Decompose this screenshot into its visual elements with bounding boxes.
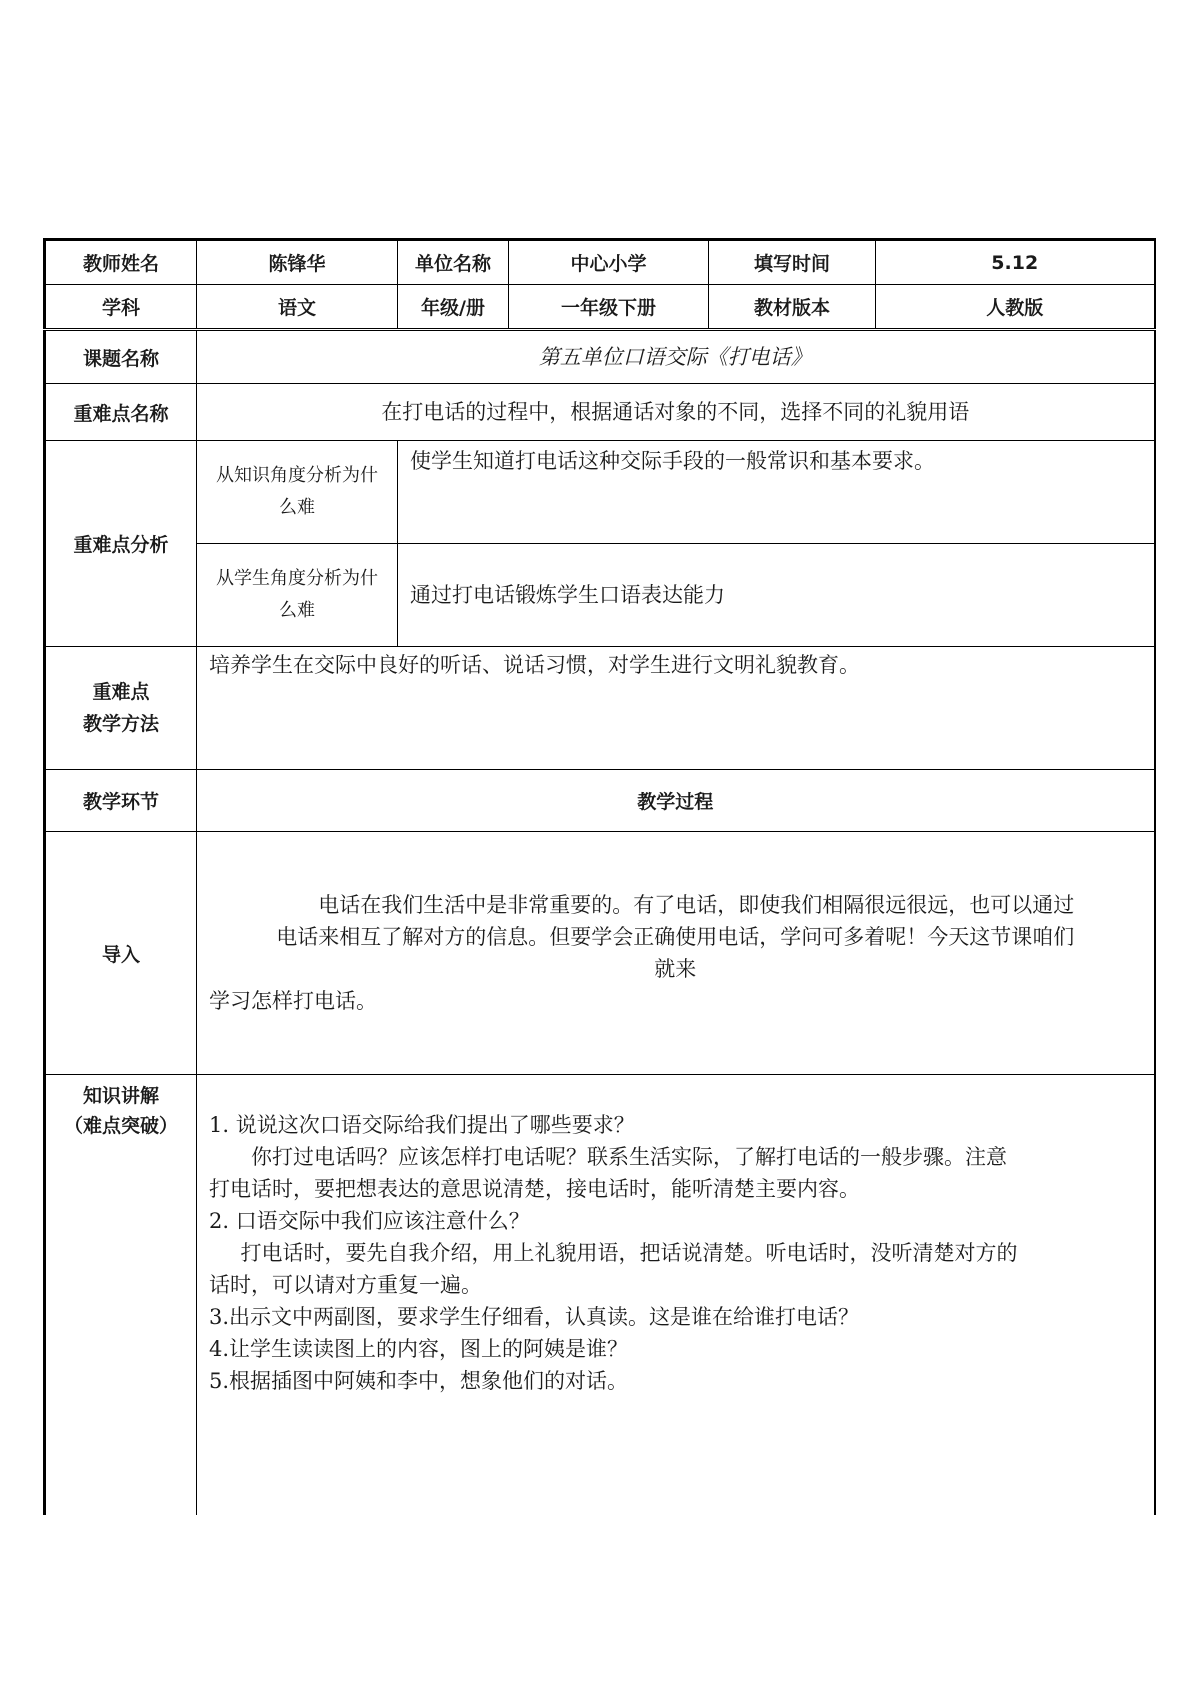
edition-label: 教材版本 — [709, 285, 876, 330]
fill-date-label: 填写时间 — [709, 240, 876, 285]
method-label — [45, 647, 197, 770]
knowledge-line-6: 话时，可以请对方重复一遍。 — [209, 1273, 482, 1297]
method-label-line1: 重难点 — [92, 681, 150, 703]
process-header-row — [45, 770, 1155, 832]
student-angle-label: 从学生角度分析为什么难 — [197, 544, 398, 647]
knowledge-line-4: 2. 口语交际中我们应该注意什么？ — [209, 1209, 530, 1233]
intro-line-3: 就来 — [654, 957, 697, 981]
keypoint-label: 重难点名称 — [45, 384, 197, 441]
knowledge-label-line2: （难点突破） — [63, 1115, 178, 1137]
intro-label: 导入 — [45, 832, 197, 1075]
knowledge-row — [45, 1075, 1155, 1515]
grade-label: 年级/册 — [398, 285, 509, 330]
subject-label: 学科 — [45, 285, 197, 330]
knowledge-line-1: 1. 说说这次口语交际给我们提出了哪些要求？ — [209, 1113, 635, 1137]
analysis-label: 重难点分析 — [45, 441, 197, 647]
header-row-2 — [45, 285, 1155, 330]
method-row — [45, 647, 1155, 770]
analysis-row-student — [45, 544, 1155, 647]
topic-value: 第五单位口语交际《打电话》 — [197, 330, 1155, 384]
grade-value: 一年级下册 — [509, 285, 709, 330]
keypoint-value: 在打电话的过程中，根据通话对象的不同，选择不同的礼貌用语 — [197, 384, 1155, 441]
student-angle-text: 通过打电话锻炼学生口语表达能力 — [398, 544, 1155, 647]
knowledge-line-8: 4.让学生读读图上的内容，图上的阿姨是谁？ — [209, 1337, 629, 1361]
knowledge-text — [197, 1075, 1155, 1515]
knowledge-label-line1: 知识讲解 — [82, 1085, 159, 1107]
header-row-1 — [45, 240, 1155, 285]
intro-line-1: 电话在我们生活中是非常重要的。有了电话，即使我们相隔很远很远，也可以通过 — [318, 893, 1075, 917]
unit-name-label: 单位名称 — [398, 240, 509, 285]
teacher-name-label: 教师姓名 — [45, 240, 197, 285]
knowledge-angle-text: 使学生知道打电话这种交际手段的一般常识和基本要求。 — [398, 441, 1155, 544]
knowledge-line-9: 5.根据插图中阿姨和李中，想象他们的对话。 — [209, 1369, 629, 1393]
knowledge-line-2: 你打过电话吗？应该怎样打电话呢？联系生活实际，了解打电话的一般步骤。注意 — [251, 1145, 1007, 1169]
subject-value: 语文 — [197, 285, 398, 330]
knowledge-label — [45, 1075, 197, 1515]
intro-line-4: 学习怎样打电话。 — [209, 989, 377, 1013]
process-label: 教学过程 — [197, 770, 1155, 832]
method-text: 培养学生在交际中良好的听话、说话习惯，对学生进行文明礼貌教育。 — [197, 647, 1155, 770]
teacher-name-value: 陈锋华 — [197, 240, 398, 285]
fill-date-value: 5.12 — [876, 240, 1155, 285]
unit-name-value: 中心小学 — [509, 240, 709, 285]
intro-row — [45, 832, 1155, 1075]
intro-line-2: 电话来相互了解对方的信息。但要学会正确使用电话，学问可多着呢！今天这节课咱们 — [276, 925, 1075, 949]
topic-row — [45, 330, 1155, 384]
topic-label: 课题名称 — [45, 330, 197, 384]
lesson-plan-table — [43, 238, 1156, 1515]
edition-value: 人教版 — [876, 285, 1155, 330]
knowledge-line-7: 3.出示文中两副图，要求学生仔细看，认真读。这是谁在给谁打电话？ — [209, 1305, 860, 1329]
knowledge-angle-label: 从知识角度分析为什么难 — [197, 441, 398, 544]
stage-label: 教学环节 — [45, 770, 197, 832]
knowledge-line-5: 打电话时，要先自我介绍，用上礼貌用语，把话说清楚。听电话时，没听清楚对方的 — [240, 1241, 1018, 1265]
intro-text — [197, 832, 1155, 1075]
keypoint-row — [45, 384, 1155, 441]
knowledge-line-3: 打电话时，要把想表达的意思说清楚，接电话时，能听清楚主要内容。 — [209, 1177, 860, 1201]
method-label-line2: 教学方法 — [82, 713, 159, 735]
analysis-row-knowledge — [45, 441, 1155, 544]
